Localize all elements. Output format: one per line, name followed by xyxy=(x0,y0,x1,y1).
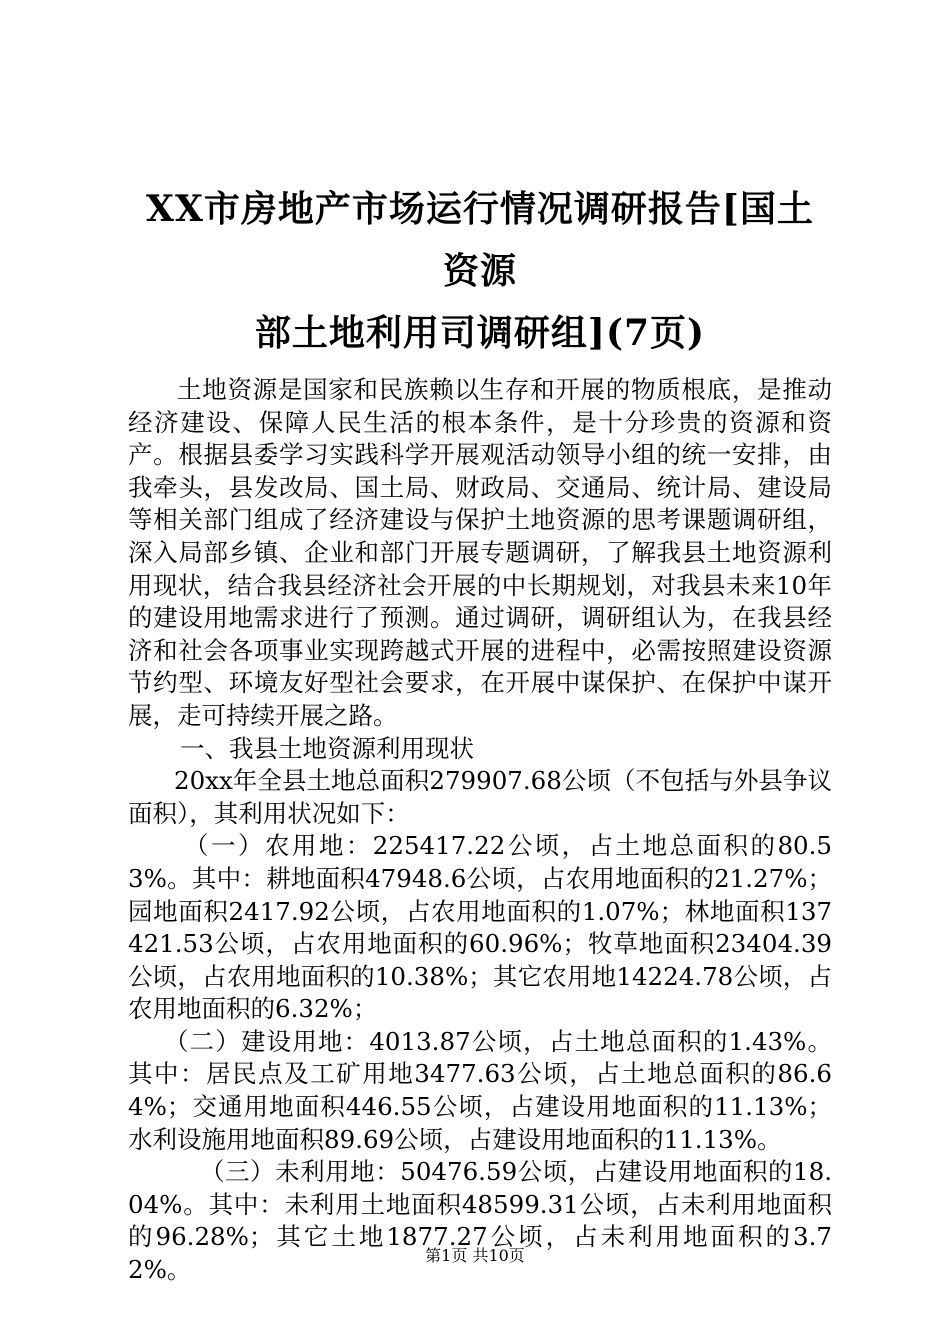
document-title xyxy=(128,178,832,364)
section-heading: 一、我县土地资源利用现状 xyxy=(180,733,474,763)
unused-land-paragraph: （三）未利用地：50476.59公顷，占建设用地面积的18.04%。其中：未利用土地面积48599.31公顷，占未利用地面积的96.28%；其它土地1877.27公顷，占未利用地面积的3.72%。 xyxy=(128,1157,832,1285)
land-total-paragraph: 20xx年全县土地总面积279907.68公顷（不包括与外县争议面积），其利用状况如下： xyxy=(128,766,832,828)
construction-land-paragraph: （二）建设用地：4013.87公顷，占土地总面积的1.43%。其中：居民点及工矿用地3477.63公顷，占土地总面积的86.64%；交通用地面积446.55公顷，占建设用地面积的11.13%；水利设施用地面积89.69公顷，占建设用地面积的11.13%。 xyxy=(128,1026,832,1154)
document-body xyxy=(128,374,832,1287)
agricultural-land-paragraph: （一）农用地：225417.22公顷，占土地总面积的80.53%。其中：耕地面积47948.6公顷，占农用地面积的21.27%；园地面积2417.92公顷，占农用地面积的1.07%；林地面积137421.53公顷，占农用地面积的60.96%；牧草地面积23404.39公顷，占农用地面积的10.38%；其它农用地14224.78公顷，占农用地面积的6.32%； xyxy=(128,831,832,1024)
page-footer: 第1页 共10页 xyxy=(425,1246,525,1265)
document-page xyxy=(128,178,832,1287)
intro-paragraph: 土地资源是国家和民族赖以生存和开展的物质根底，是推动经济建设、保障人民生活的根本条件，是十分珍贵的资源和资产。根据县委学习实践科学开展观活动领导小组的统一安排，由我牵头，县发改局、国土局、财政局、交通局、统计局、建设局等相关部门组成了经济建设与保护土地资源的思考课题调研组，深入局部乡镇、企业和部门开展专题调研，了解我县土地资源利用现状，结合我县经济社会开展的中长期规划，对我县未来10年的建设用地需求进行了预测。通过调研，调研组认为，在我县经济和社会各项事业实现跨越式开展的进程中，必需按照建设资源节约型、环境友好型社会要求，在开展中谋保护、在保护中谋开展，走可持续开展之路。 xyxy=(128,375,832,730)
title-line-2: 部土地利用司调研组](7页) xyxy=(254,312,706,354)
title-line-1: XX市房地产市场运行情况调研报告[国土资源 xyxy=(146,188,814,292)
